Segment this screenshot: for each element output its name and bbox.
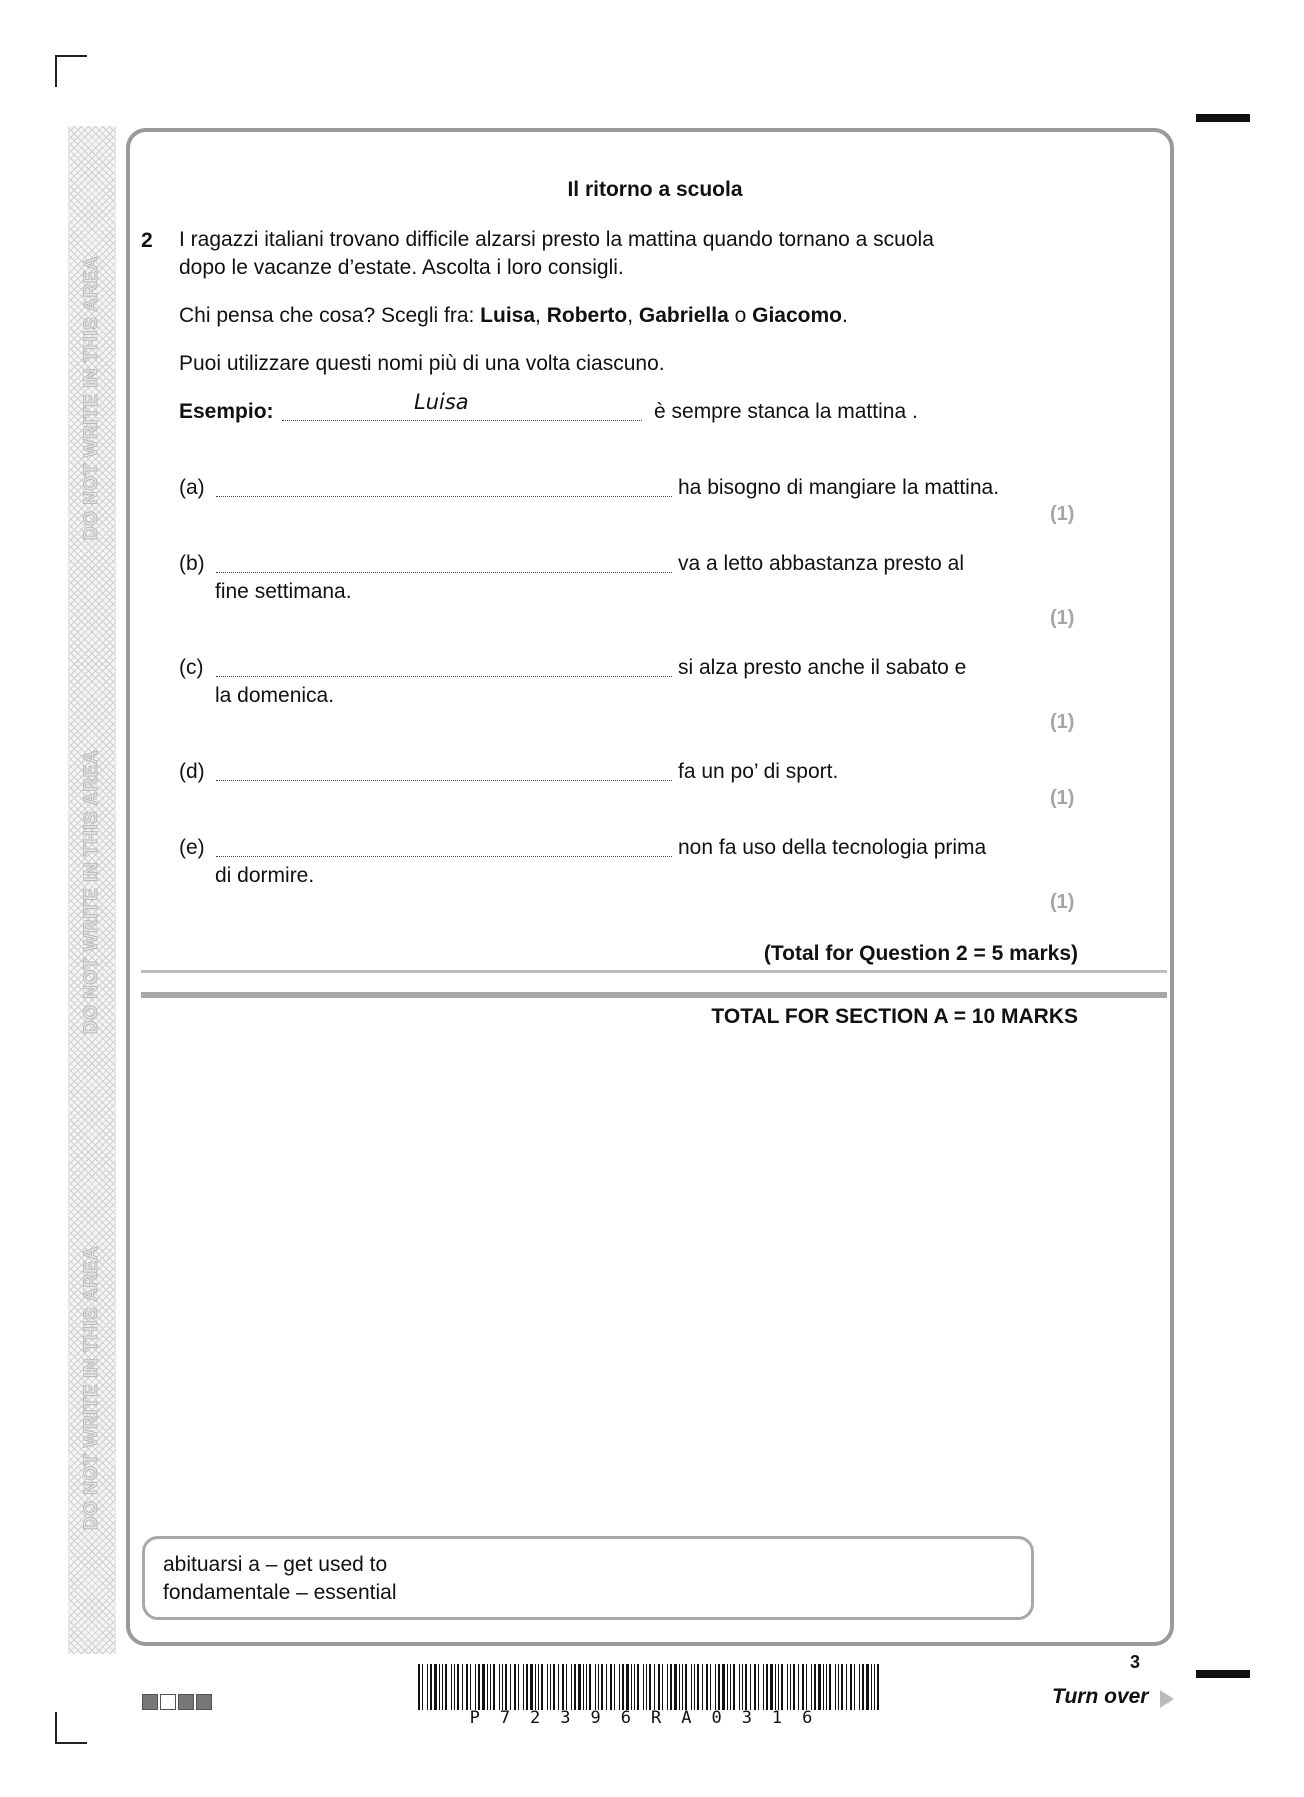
- item-d-mark: (1): [1050, 787, 1075, 809]
- glossary-box: [142, 1536, 1034, 1620]
- item-e-continuation: di dormire.: [215, 864, 315, 887]
- item-d-answer-line[interactable]: [216, 780, 672, 781]
- item-a-mark: (1): [1050, 503, 1075, 525]
- margin-warning-3: DO NOT WRITE IN THIS AREA: [81, 1245, 102, 1531]
- print-registration-boxes: [142, 1694, 212, 1710]
- instruction-suffix: .: [841, 304, 848, 327]
- name-gabriella: Gabriella: [638, 304, 729, 327]
- margin-warning-1: DO NOT WRITE IN THIS AREA: [81, 255, 102, 541]
- item-b-label: (b): [179, 552, 205, 575]
- crop-mark-top-v: [55, 55, 57, 87]
- barcode: [418, 1664, 884, 1710]
- item-c-label: (c): [179, 656, 204, 679]
- item-d-label: (d): [179, 760, 205, 783]
- instruction-sep-3: o: [728, 304, 753, 327]
- item-c-mark: (1): [1050, 711, 1075, 733]
- item-d-text: fa un po’ di sport.: [678, 760, 839, 783]
- item-e-text: non fa uso della tecnologia prima: [678, 836, 987, 859]
- instruction-sep-2: ,: [627, 304, 639, 327]
- edge-bar-top: [1196, 114, 1250, 122]
- glossary-entry-1: abituarsi a – get used to: [163, 1553, 388, 1576]
- question-instruction: [179, 302, 848, 330]
- example-answer: Luisa: [414, 390, 469, 414]
- reuse-note: Puoi utilizzare questi nomi più di una volta ciascuno.: [179, 352, 665, 375]
- glossary-entry-2: fondamentale – essential: [163, 1581, 397, 1604]
- edge-bar-bottom: [1196, 1670, 1250, 1678]
- example-answer-line: [282, 420, 642, 421]
- example-label: Esempio:: [179, 400, 274, 423]
- question-intro-line-2: dopo le vacanze d’estate. Ascolta i loro consigli.: [179, 256, 624, 279]
- item-e-label: (e): [179, 836, 205, 859]
- section-title: Il ritorno a scuola: [567, 178, 743, 201]
- crop-mark-bottom-v: [55, 1712, 57, 1744]
- question-total: (Total for Question 2 = 5 marks): [763, 942, 1078, 965]
- item-e-answer-line[interactable]: [216, 856, 672, 857]
- name-giacomo: Giacomo: [752, 304, 842, 327]
- item-c-answer-line[interactable]: [216, 676, 672, 677]
- question-intro-line-1: I ragazzi italiani trovano difficile alzarsi presto la mattina quando tornano a scuola: [179, 228, 934, 251]
- item-b-continuation: fine settimana.: [215, 580, 352, 603]
- margin-warning-2: DO NOT WRITE IN THIS AREA: [81, 749, 102, 1035]
- example-text: è sempre stanca la mattina .: [654, 400, 918, 423]
- item-e-mark: (1): [1050, 891, 1075, 913]
- question-end-rule: [141, 970, 1167, 973]
- page-number: 3: [1130, 1652, 1141, 1672]
- item-b-mark: (1): [1050, 607, 1075, 629]
- item-b-answer-line[interactable]: [216, 572, 672, 573]
- instruction-prefix: Chi pensa che cosa? Scegli fra:: [179, 304, 481, 327]
- instruction-sep-1: ,: [535, 304, 547, 327]
- item-a-label: (a): [179, 476, 205, 499]
- item-c-continuation: la domenica.: [215, 684, 335, 707]
- name-roberto: Roberto: [546, 304, 628, 327]
- name-luisa: Luisa: [480, 304, 536, 327]
- section-total: TOTAL FOR SECTION A = 10 MARKS: [711, 1005, 1078, 1028]
- crop-mark-top-h: [55, 55, 87, 57]
- question-number: 2: [141, 229, 153, 252]
- item-a-text: ha bisogno di mangiare la mattina.: [678, 476, 1000, 499]
- crop-mark-bottom-h: [55, 1742, 87, 1744]
- item-c-text: si alza presto anche il sabato e: [678, 656, 967, 679]
- item-a-answer-line[interactable]: [216, 496, 672, 497]
- barcode-text: P72396RA0316: [469, 1708, 833, 1728]
- section-end-rule: [141, 992, 1167, 998]
- turn-over-label: Turn over: [1052, 1685, 1149, 1708]
- item-b-text: va a letto abbastanza presto al: [678, 552, 965, 575]
- turn-over-arrow-icon: [1160, 1690, 1174, 1708]
